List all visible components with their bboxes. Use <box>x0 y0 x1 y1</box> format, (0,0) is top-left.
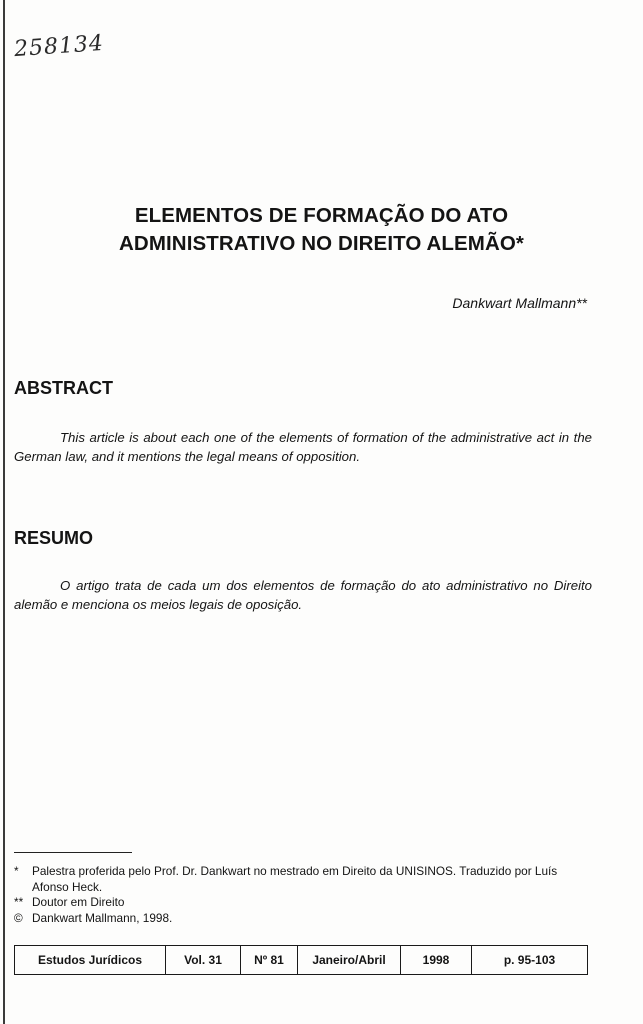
abstract-heading: ABSTRACT <box>14 378 113 398</box>
author-name: Dankwart Mallmann** <box>452 295 587 311</box>
footnote-divider <box>14 852 132 853</box>
journal-pages: p. 95-103 <box>503 953 556 967</box>
footnote-item <box>14 895 594 911</box>
handwritten-catalog-number: 258134 <box>13 30 105 63</box>
footnote-mark: * <box>14 864 19 878</box>
footnotes <box>14 864 594 926</box>
article-title <box>0 202 643 258</box>
left-margin-rule <box>3 0 5 1024</box>
resumo-text: O artigo trata de cada um dos elementos de formação do ato administrativo no Direito alemão e menciona os meios legais de oposição. <box>14 578 592 612</box>
resumo-paragraph <box>14 576 592 614</box>
footnote-item <box>14 864 594 895</box>
footnote-text: Dankwart Mallmann, 1998. <box>32 910 173 925</box>
resumo-heading: RESUMO <box>14 528 94 548</box>
journal-citation-box <box>14 945 588 975</box>
footnote-mark: © <box>14 910 23 925</box>
journal-name: Estudos Jurídicos <box>15 946 166 974</box>
footnote-text: Palestra proferida pelo Prof. Dr. Dankwart no mestrado em Direito da UNISINOS. Traduzido por Luís Afonso Heck. <box>32 864 558 894</box>
journal-period: Janeiro/Abril <box>298 946 401 974</box>
abstract-text: This article is about each one of the elements of formation of the administrative act in the German law, and it mentions the legal means of opposition. <box>14 430 592 464</box>
journal-year: 1998 <box>401 946 472 974</box>
abstract-paragraph <box>14 428 592 466</box>
title-line-2: ADMINISTRATIVO NO DIREITO ALEMÃO* <box>119 232 524 255</box>
footnote-mark: ** <box>14 895 24 910</box>
journal-volume: Vol. 31 <box>166 946 241 974</box>
footnote-item <box>14 911 594 927</box>
title-line-1: ELEMENTOS DE FORMAÇÃO DO ATO <box>134 204 509 227</box>
footnote-text: Doutor em Direito <box>32 895 125 910</box>
journal-number: Nº 81 <box>241 946 298 974</box>
